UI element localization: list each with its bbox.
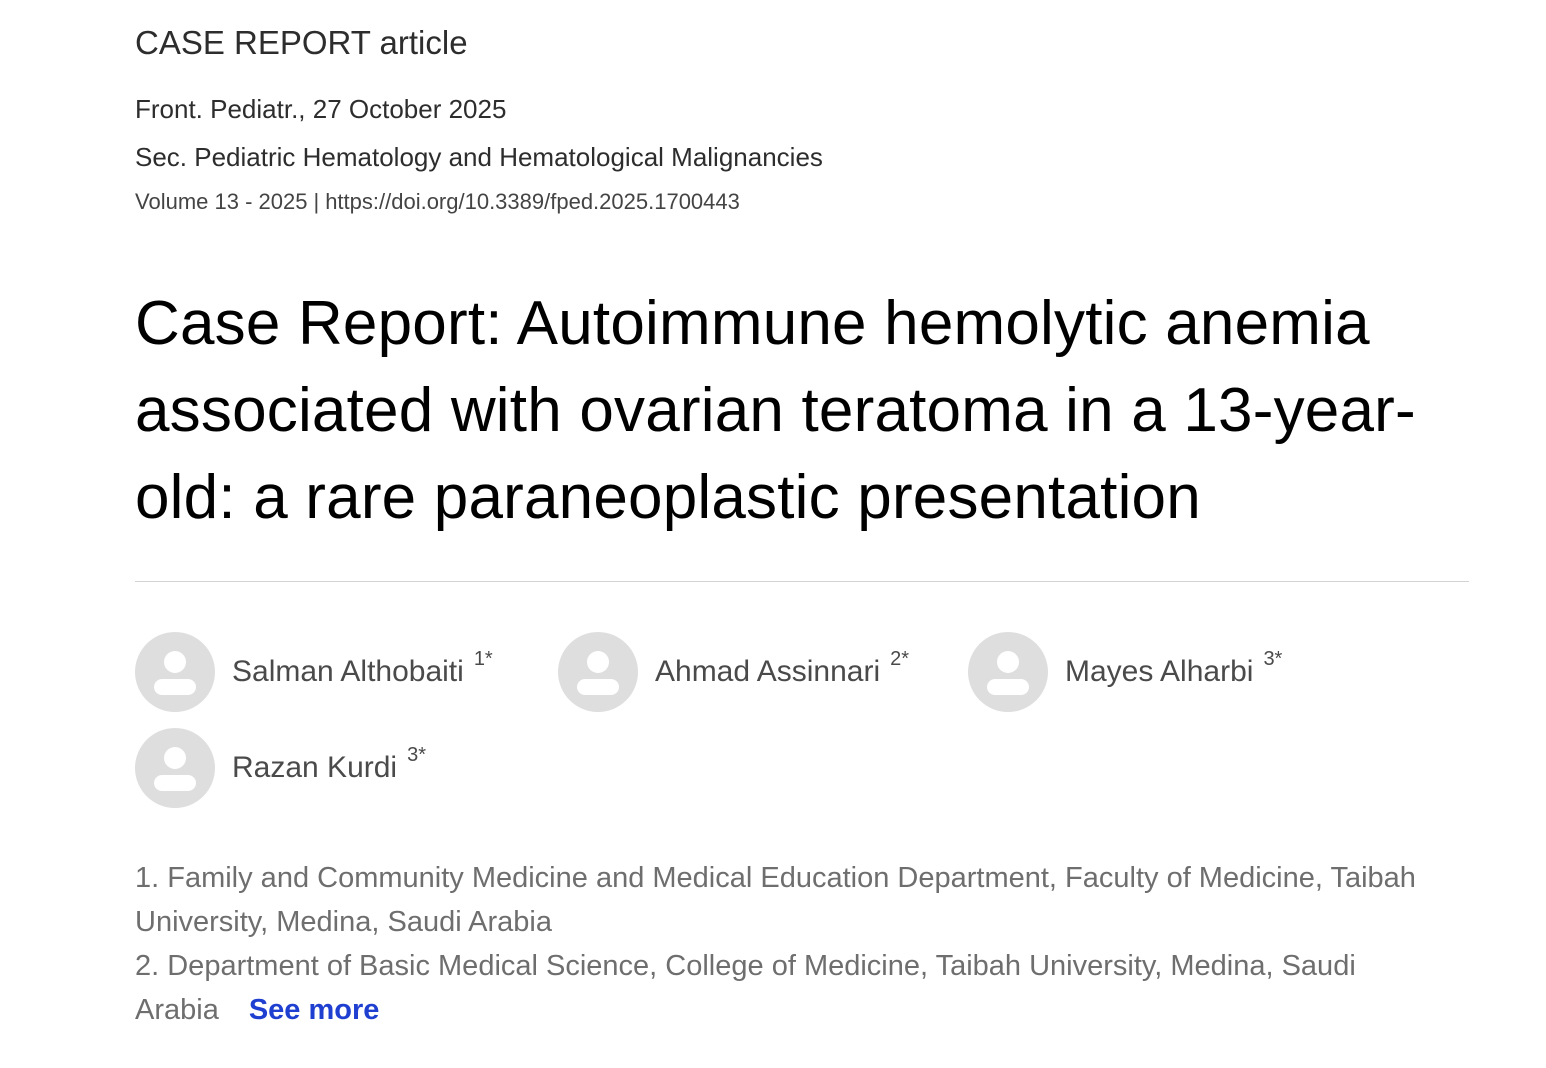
journal-date[interactable]: Front. Pediatr., 27 October 2025 xyxy=(135,94,507,124)
section-divider xyxy=(135,581,1469,582)
author-item[interactable] xyxy=(135,632,493,712)
affiliation-list xyxy=(135,856,1469,1032)
user-avatar-icon xyxy=(135,728,215,808)
author-name[interactable]: Mayes Alharbi xyxy=(1065,655,1254,688)
author-name[interactable]: Salman Althobaiti xyxy=(232,655,464,688)
user-avatar-icon xyxy=(135,632,215,712)
affiliation-item: 1. Family and Community Medicine and Medical Education Department, Faculty of Medicine, Taibah University, Medina, Saudi Arabia xyxy=(135,862,1416,938)
author-affiliation-marker: 2* xyxy=(890,647,910,670)
user-avatar-icon xyxy=(558,632,638,712)
article-type-label: CASE REPORT article xyxy=(135,24,468,61)
author-affiliation-marker: 3* xyxy=(1263,647,1283,670)
user-avatar-icon xyxy=(968,632,1048,712)
see-more-link[interactable]: See more xyxy=(248,994,380,1026)
article-title: Case Report: Autoimmune hemolytic anemia associated with ovarian teratoma in a 13-year-old: a rare paraneoplastic presentation xyxy=(135,289,1416,532)
author-item[interactable] xyxy=(968,632,1282,712)
doi-link[interactable]: https://doi.org/10.3389/fped.2025.1700443 xyxy=(325,189,740,214)
volume-separator: | xyxy=(313,189,320,214)
journal-section[interactable]: Sec. Pediatric Hematology and Hematological Malignancies xyxy=(135,142,823,172)
author-name[interactable]: Razan Kurdi xyxy=(232,751,398,784)
author-affiliation-marker: 1* xyxy=(473,647,493,670)
affiliation-item: 2. Department of Basic Medical Science, College of Medicine, Taibah University, Medina, Saudi Arabia See more xyxy=(135,950,1356,1026)
author-name[interactable]: Ahmad Assinnari xyxy=(655,655,881,688)
author-affiliation-marker: 3* xyxy=(407,743,426,766)
volume-label: Volume 13 - 2025 xyxy=(135,189,308,214)
author-item[interactable] xyxy=(135,728,426,808)
volume-doi-line xyxy=(135,189,740,215)
author-item[interactable] xyxy=(558,632,909,712)
